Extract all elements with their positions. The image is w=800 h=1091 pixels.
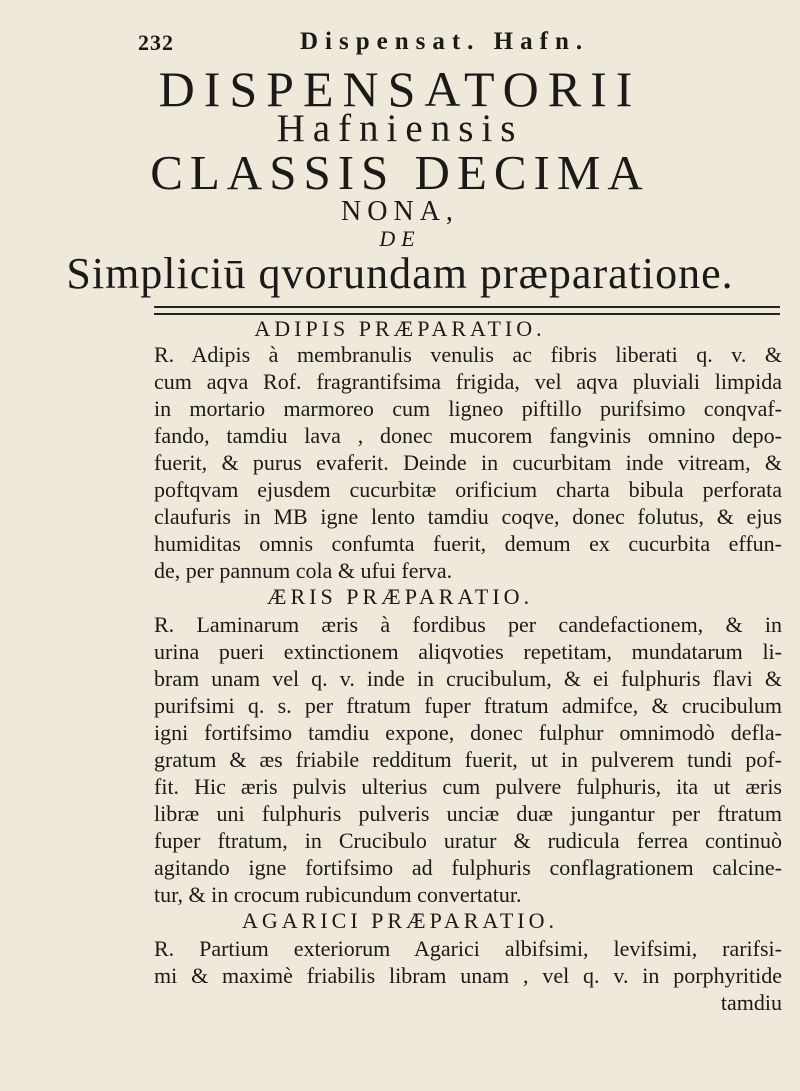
text-line: mi & maximè friabilis libram unam , vel q. v. in porphyritide [154,963,782,988]
text-line: in mortario marmoreo cum ligneo piftillo purifsimo conqvaf- [154,396,782,421]
title-line-1: DISPENSATORII [158,61,642,117]
text-line: urina pueri extinctionem aliqvoties repetitam, mundatarum li- [154,639,782,664]
text-line: bram unam vel q. v. inde in crucibulum, & ei fulphuris flavi & [154,666,782,691]
text-line: fuper ftratum, in Crucibulo uratur & rudicula ferrea continuò [154,828,782,853]
text-line: igni fortifsimo tamdiu expone, donec fulphur omnimodò defla- [154,720,782,745]
title-line-3: CLASSIS DECIMA [150,145,650,200]
title-line-4: NONA, [341,196,459,227]
text-line: fuerit, & purus evaferit. Deinde in cucurbitam inde vitream, & [154,450,782,475]
section-heading: ADIPIS PRÆPARATIO. [254,316,546,341]
title-line-6: Simpliciū qvorundam præparatione. [66,249,734,298]
section-heading: ÆRIS PRÆPARATIO. [266,584,534,609]
running-title: Dispensat. Hafn. [300,28,590,55]
text-line: claufuris in MB igne lento tamdiu coqve, donec folutus, & ejus [154,504,782,529]
text-line: cum aqva Rof. fragrantifsima frigida, vel aqva pluviali limpida [154,369,782,394]
page-number: 232 [138,30,174,55]
text-line: fit. Hic æris pulvis ulterius cum pulvere fulphuris, ita ut æris [154,774,782,799]
text-line: R. Laminarum æris à fordibus per candefactionem, & in [154,612,782,637]
text-line: R. Adipis à membranulis venulis ac fibris liberati q. v. & [154,342,782,367]
text-line: gratum & æs friabile redditum fuerit, ut in pulverem tundi pof- [154,747,782,772]
text-line: tur, & in crocum rubicundum convertatur. [154,882,522,907]
text-line: poftqvam ejusdem cucurbitæ orificium charta bibula perforata [154,477,782,502]
text-line: libræ uni fulphuris pulveris unciæ duæ jungantur per ftratum [154,801,782,826]
text-line: agitando igne fortifsimo ad fulphuris conflagrationem calcine- [154,855,782,880]
text-line: humiditas omnis confumta fuerit, demum ex cucurbita effun- [154,531,782,556]
text-line: fando, tamdiu lava , donec mucorem fangvinis omnino depo- [154,423,782,448]
running-head [0,28,800,60]
text-line: de, per pannum cola & ufui ferva. [154,558,453,583]
title-line-5: DE [379,226,421,251]
catchword: tamdiu [720,990,782,1015]
text-line: R. Partium exteriorum Agarici albifsimi, levifsimi, rarifsi- [154,936,782,961]
section-heading: AGARICI PRÆPARATIO. [241,908,558,933]
text-line: purifsimi q. s. per ftratum fuper ftratum admifce, & crucibulum [154,693,782,718]
double-rule-divider [154,306,780,315]
title-line-2: Hafniensis [276,107,524,150]
